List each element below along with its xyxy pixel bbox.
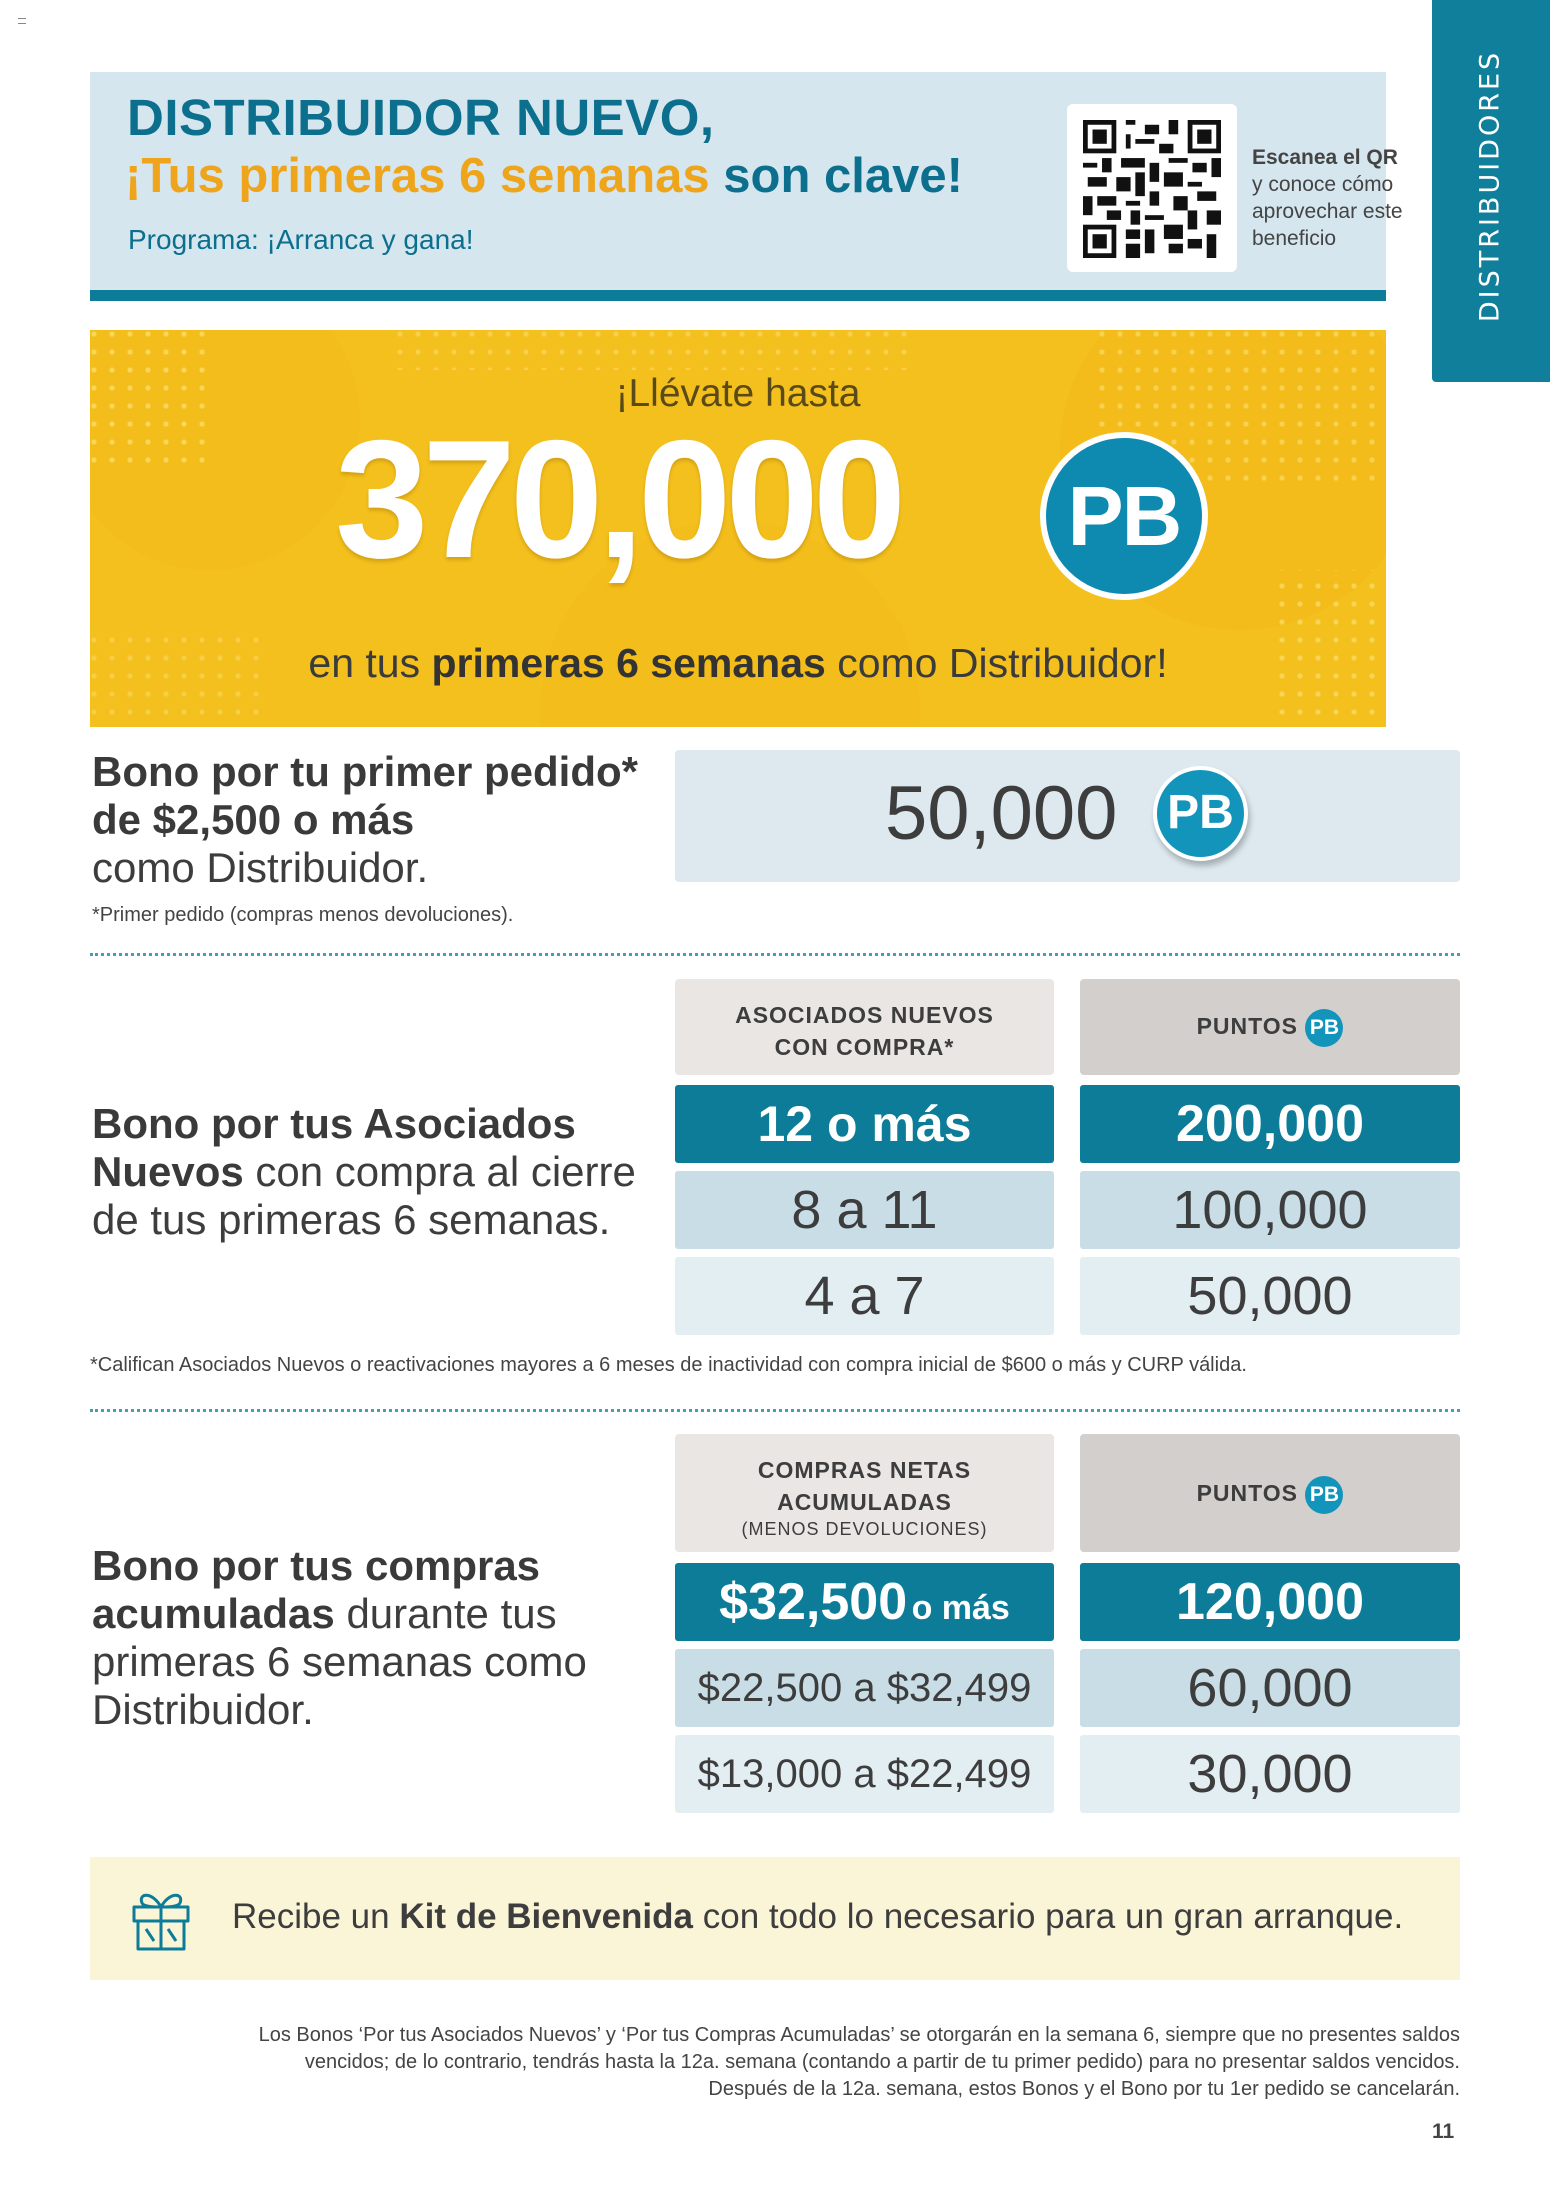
- bono2-note: *Califican Asociados Nuevos o reactivaciones mayores a 6 meses de inactividad con compra inicial de $600 o más y CURP válida.: [90, 1354, 1247, 1376]
- table1-row-points: 100,000: [1080, 1171, 1460, 1249]
- subtitle-rest: son clave!: [723, 149, 963, 203]
- pb-badge-mini: PB: [1305, 1476, 1343, 1514]
- table2-header-right-label: PUNTOS: [1196, 1480, 1299, 1506]
- table1-row-range: 4 a 7: [675, 1257, 1054, 1335]
- bono3-rest: durante tus primeras 6 semanas como Distribuidor.: [92, 1590, 587, 1733]
- page-number: 11: [1432, 2120, 1455, 2143]
- table1-header-right-label: PUNTOS: [1196, 1013, 1299, 1039]
- qr-code[interactable]: [1067, 104, 1237, 272]
- program-name: Programa: ¡Arranca y gana!: [128, 224, 474, 255]
- table2-header-left-line1: COMPRAS NETAS: [757, 1457, 972, 1483]
- legal-line: Los Bonos ‘Por tus Asociados Nuevos’ y ‘Por tus Compras Acumuladas’ se otorgarán en la semana 6, siempre que no presentes saldos: [258, 2024, 1460, 2046]
- table1-row-range: 12 o más: [675, 1085, 1054, 1163]
- kit-text-bold: Kit de Bienvenida: [399, 1897, 693, 1936]
- bono1-rest: como Distribuidor.: [92, 844, 429, 891]
- bono1-bold: Bono por tu primer pedido* de $2,500 o más: [92, 748, 638, 843]
- table1-header-left-label: ASOCIADOS NUEVOS CON COMPRA*: [735, 1002, 994, 1060]
- pb-badge: PB: [1153, 766, 1248, 861]
- banner-pretext: ¡Llévate hasta: [615, 372, 861, 415]
- table1-header-left: [675, 979, 1054, 1075]
- legal-line: Después de la 12a. semana, estos Bonos y el Bono por tu 1er pedido se cancelarán.: [708, 2078, 1460, 2100]
- table2-row-points: 120,000: [1080, 1563, 1460, 1641]
- side-tab: [1432, 0, 1550, 382]
- header-underline: [90, 290, 1386, 301]
- banner-post-start: en tus: [308, 640, 432, 686]
- table1-row-range: 8 a 11: [675, 1171, 1054, 1249]
- table1-row-points: 200,000: [1080, 1085, 1460, 1163]
- pb-badge-large: PB: [1040, 432, 1208, 600]
- pb-badge-mini: PB: [1305, 1009, 1343, 1047]
- table2-header-right: [1080, 1434, 1460, 1552]
- bono-compras-text: [92, 1542, 652, 1734]
- table2-header-left-line3: (MENOS DEVOLUCIONES): [741, 1519, 988, 1539]
- subtitle-highlight: ¡Tus primeras 6 semanas: [125, 149, 710, 203]
- table2-row-range: [675, 1563, 1054, 1641]
- table1-header-right: [1080, 979, 1460, 1075]
- banner-amount: 370,000: [335, 405, 901, 593]
- bono3-bold: Bono por tus compras acumuladas: [92, 1542, 541, 1637]
- divider: [90, 1409, 1460, 1412]
- corner-mark: [18, 18, 26, 24]
- table2-range-main: $32,500: [719, 1573, 908, 1631]
- page-subtitle: [125, 148, 963, 204]
- table2-header-left: [675, 1434, 1054, 1552]
- gift-icon: [128, 1885, 194, 1951]
- qr-caption-rest: y conoce cómo aprovechar este beneficio: [1252, 173, 1403, 250]
- qr-code-icon: [1083, 120, 1221, 258]
- divider: [90, 953, 1460, 956]
- banner-post-end: como Distribuidor!: [825, 640, 1168, 686]
- table2-row-points: 30,000: [1080, 1735, 1460, 1813]
- banner-posttext: [90, 640, 1386, 687]
- qr-caption-bold: Escanea el QR: [1252, 146, 1398, 169]
- table2-row-range: $22,500 a $32,499: [675, 1649, 1054, 1727]
- table2-row-points: 60,000: [1080, 1649, 1460, 1727]
- kit-text-end: con todo lo necesario para un gran arranque.: [693, 1897, 1404, 1936]
- table2-row-range: $13,000 a $22,499: [675, 1735, 1054, 1813]
- qr-caption: [1252, 144, 1422, 252]
- page-title: DISTRIBUIDOR NUEVO,: [127, 89, 715, 146]
- legal-line: vencidos; de lo contrario, tendrás hasta la 12a. semana (contando a partir de tu primer pedido) para no presentar saldos vencidos.: [304, 2051, 1460, 2073]
- table1-row-points: 50,000: [1080, 1257, 1460, 1335]
- table2-range-suffix: o más: [911, 1589, 1010, 1627]
- kit-text: [232, 1897, 1403, 1937]
- kit-text-start: Recibe un: [232, 1897, 400, 1936]
- bono2-bold: Bono por tus Asociados Nuevos: [92, 1100, 576, 1195]
- legal-text: [150, 2022, 1460, 2103]
- bono-asociados-text: [92, 1100, 672, 1244]
- side-tab-label: DISTRIBUIDORES: [1474, 49, 1506, 323]
- bono2-rest: con compra al cierre de tus primeras 6 semanas.: [92, 1148, 636, 1243]
- banner-post-bold: primeras 6 semanas: [431, 640, 826, 686]
- bono-primer-pedido-text: [92, 748, 652, 892]
- table2-header-left-line2: ACUMULADAS: [777, 1489, 952, 1515]
- bono1-value: 50,000: [885, 771, 1118, 856]
- bono1-note: *Primer pedido (compras menos devoluciones).: [92, 904, 514, 926]
